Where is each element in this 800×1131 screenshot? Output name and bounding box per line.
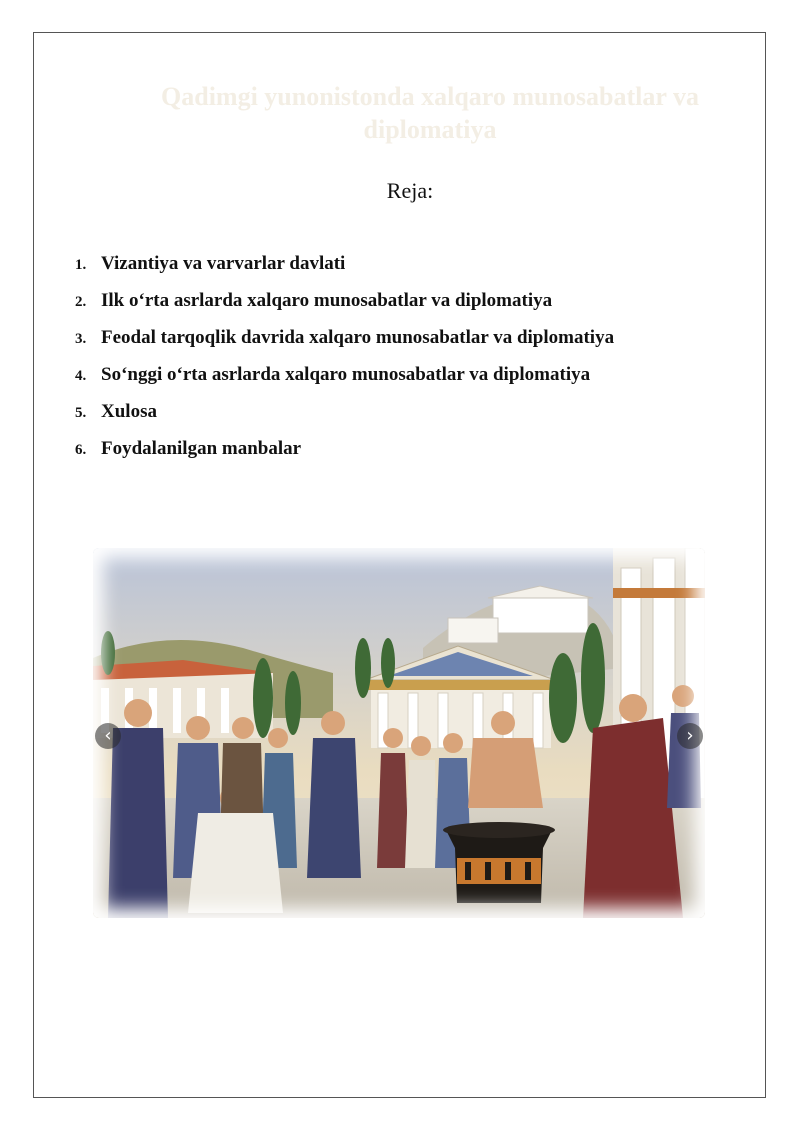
plan-item <box>75 326 614 363</box>
ancient-greece-illustration <box>93 548 705 918</box>
plan-item-number: 4. <box>75 368 87 384</box>
illustration-scene <box>93 548 705 918</box>
plan-heading: Reja: <box>386 178 434 203</box>
plan-item-text: Vizantiya va varvarlar davlati <box>101 253 346 274</box>
plan-item <box>75 437 614 474</box>
document-title: Qadimgi yunonistonda xalqaro munosabatlar va diplomatiya <box>161 82 699 144</box>
plan-item-number: 1. <box>75 257 87 273</box>
plan-item-number: 2. <box>75 294 87 310</box>
plan-item <box>75 289 614 326</box>
plan-item-number: 6. <box>75 442 87 458</box>
plan-item <box>75 363 614 400</box>
plan-item-text: Feodal tarqoqlik davrida xalqaro munosabatlar va diplomatiya <box>101 327 615 348</box>
plan-item-number: 3. <box>75 331 87 347</box>
plan-list <box>75 252 614 474</box>
plan-item-text: Ilk o‘rta asrlarda xalqaro munosabatlar va diplomatiya <box>101 290 553 311</box>
plan-item-number: 5. <box>75 405 87 421</box>
plan-item-text: So‘nggi o‘rta asrlarda xalqaro munosabatlar va diplomatiya <box>101 364 591 385</box>
plan-item-text: Xulosa <box>101 401 157 422</box>
chevron-right-icon[interactable]: › <box>677 723 703 749</box>
plan-item <box>75 252 614 289</box>
plan-item <box>75 400 614 437</box>
chevron-left-icon[interactable]: ‹ <box>95 723 121 749</box>
plan-item-text: Foydalanilgan manbalar <box>101 438 302 459</box>
